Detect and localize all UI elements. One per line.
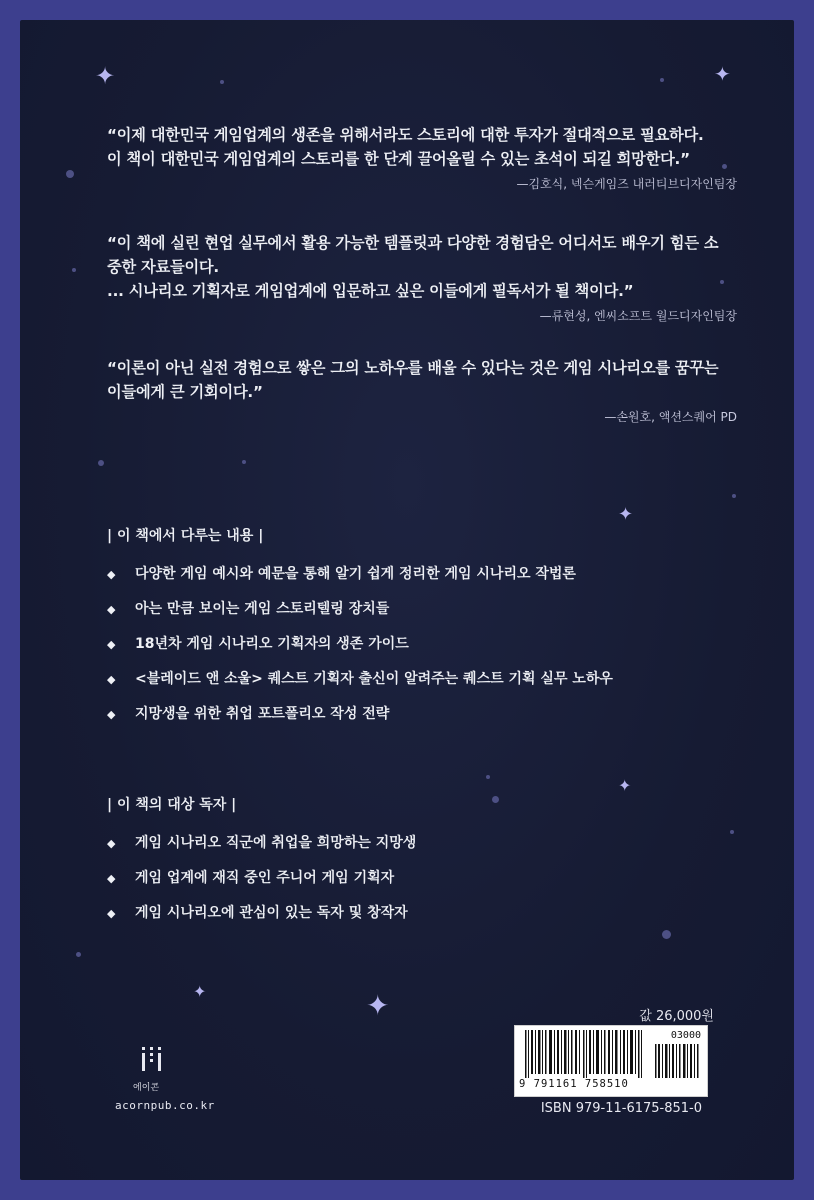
star-dot-icon — [732, 494, 736, 498]
star-dot-icon — [486, 775, 490, 779]
quote-line: ... 시나리오 기획자로 게임업계에 입문하고 싶은 이들에게 필독서가 될 책이다.” — [107, 282, 634, 300]
diamond-bullet-icon: ◆ — [107, 673, 116, 686]
list-item-text: 게임 업계에 재직 중인 주니어 게임 기획자 — [135, 870, 395, 886]
list-item — [107, 697, 613, 732]
star-dot-icon — [72, 268, 76, 272]
star-dot-icon — [76, 952, 81, 957]
diamond-bullet-icon: ◆ — [107, 872, 116, 885]
list-item-text: 다양한 게임 예시와 예문을 통해 알기 쉽게 정리한 게임 시나리오 작법론 — [135, 566, 576, 582]
star-dot-icon — [66, 170, 74, 178]
sparkle-star-icon: ✦ — [95, 62, 116, 90]
isbn-label: ISBN 979-11-6175-851-0 — [540, 1101, 702, 1116]
endorsement-quote — [107, 231, 747, 324]
sparkle-star-icon: ✦ — [366, 989, 390, 1022]
list-item — [107, 861, 416, 896]
star-dot-icon — [730, 830, 734, 834]
star-dot-icon — [242, 460, 246, 464]
quote-line: “이론이 아닌 실전 경험으로 쌓은 그의 노하우를 배울 수 있다는 것은 게임 시나리오를 꿈꾸는 — [107, 359, 719, 377]
list-item — [107, 557, 613, 592]
sparkle-star-icon: ✦ — [714, 62, 731, 86]
diamond-bullet-icon: ◆ — [107, 638, 116, 651]
isbn-barcode — [514, 1025, 708, 1097]
sparkle-star-icon: ✦ — [193, 982, 207, 1001]
diamond-bullet-icon: ◆ — [107, 568, 116, 581]
barcode-bars — [525, 1030, 645, 1078]
sparkle-star-icon: ✦ — [618, 776, 632, 795]
barcode-addon-number: 03000 — [670, 1030, 701, 1041]
publisher-mark-icon — [139, 1045, 165, 1075]
publisher-url: acornpub.co.kr — [115, 1099, 215, 1112]
barcode-addon-bars — [655, 1044, 699, 1078]
list-item — [107, 826, 416, 861]
endorsement-quote — [107, 356, 747, 425]
quote-line: “이제 대한민국 게임업계의 생존을 위해서라도 스토리에 대한 투자가 절대적으로 필요하다. — [107, 126, 704, 144]
list-item-text: <블레이드 앤 소울> 퀘스트 기획자 출신이 알려주는 퀘스트 기획 실무 노하우 — [135, 671, 613, 687]
contents-list — [107, 557, 613, 732]
list-item-text: 게임 시나리오에 관심이 있는 독자 및 창작자 — [135, 905, 408, 921]
list-item — [107, 896, 416, 931]
diamond-bullet-icon: ◆ — [107, 837, 116, 850]
quote-attribution: —류현성, 엔씨소프트 월드디자인팀장 — [539, 309, 737, 323]
list-item — [107, 662, 613, 697]
diamond-bullet-icon: ◆ — [107, 907, 116, 920]
barcode-number: 9 791161 758510 — [519, 1078, 629, 1090]
publisher-name: 에이콘 — [133, 1083, 160, 1093]
quote-line: 중한 자료들이다. — [107, 258, 219, 276]
price-label: 값 26,000원 — [639, 1009, 714, 1024]
quote-attribution: —손원호, 액션스퀘어 PD — [604, 410, 737, 424]
contents-section-title: | 이 책에서 다루는 내용 | — [107, 528, 264, 544]
star-dot-icon — [660, 78, 664, 82]
diamond-bullet-icon: ◆ — [107, 603, 116, 616]
quote-line: “이 책에 실린 현업 실무에서 활용 가능한 템플릿과 다양한 경험담은 어디서도 배우기 힘든 소 — [107, 234, 719, 252]
list-item-text: 아는 만큼 보이는 게임 스토리텔링 장치들 — [135, 601, 390, 617]
endorsement-quote — [107, 123, 747, 192]
list-item-text: 게임 시나리오 직군에 취업을 희망하는 지망생 — [135, 835, 417, 851]
readers-section-title: | 이 책의 대상 독자 | — [107, 797, 237, 813]
list-item-text: 지망생을 위한 취업 포트폴리오 작성 전략 — [135, 706, 390, 722]
quote-attribution: —김호식, 넥슨게임즈 내러티브디자인팀장 — [516, 177, 737, 191]
quote-line: 이 책이 대한민국 게임업계의 스토리를 한 단계 끌어올릴 수 있는 초석이 되길 희망한다.” — [107, 150, 690, 168]
list-item — [107, 592, 613, 627]
sparkle-star-icon: ✦ — [618, 504, 634, 525]
star-dot-icon — [98, 460, 104, 466]
readers-list — [107, 826, 416, 931]
quote-line: 이들에게 큰 기회이다.” — [107, 383, 263, 401]
star-dot-icon — [220, 80, 224, 84]
star-dot-icon — [492, 796, 499, 803]
star-dot-icon — [662, 930, 671, 939]
book-back-cover — [20, 20, 794, 1180]
diamond-bullet-icon: ◆ — [107, 708, 116, 721]
list-item — [107, 627, 613, 662]
list-item-text: 18년차 게임 시나리오 기획자의 생존 가이드 — [135, 636, 409, 652]
